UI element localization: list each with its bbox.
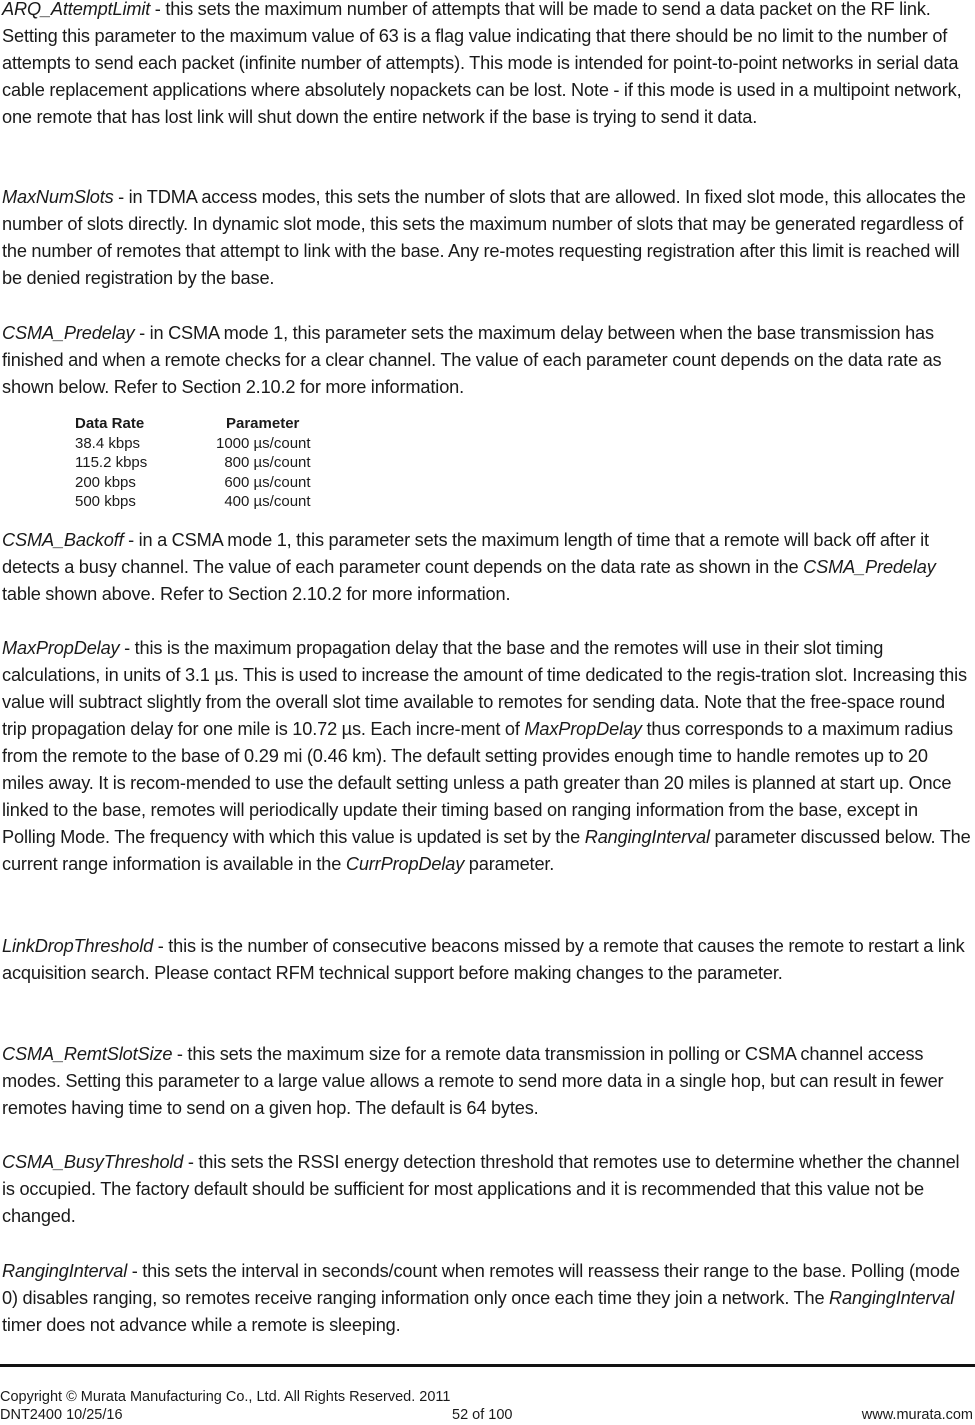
footer-page-number: 52 of 100 <box>452 1407 513 1423</box>
param-maxpropdelay <box>2 635 973 878</box>
param-description: - this sets the RSSI energy detection threshold that remotes use to determine whether the channel is occupied. The factory default should be sufficient for most applications and it is recommended that this value not be changed. <box>2 1152 960 1226</box>
param-description: - in a CSMA mode 1, this parameter sets the maximum length of time that a remote will back off after it detects a busy channel. The value of each parameter count depends on the data rate as shown in the <box>2 530 929 577</box>
param-description: - this is the maximum propagation delay that the base and the remotes will use in their slot timing calculations, in units of 3.1 µs. This is used to increase the amount of time dedicated to the regis-tration slot. Increasing this value will subtract slightly from the overall slot time available to remotes for sending data. Note that the free-space round trip propagation delay for one mile is 10.72 µs. Each incre-ment of <box>2 638 967 739</box>
param-csma-predelay <box>2 320 973 401</box>
param-arq-attemptlimit <box>2 0 973 131</box>
table-header-row <box>75 414 311 434</box>
param-csma-backoff <box>2 527 973 608</box>
data-rate-cell: 115.2 kbps <box>75 454 148 471</box>
param-maxnumslots <box>2 184 973 292</box>
param-term: MaxNumSlots <box>2 187 114 207</box>
param-term: CSMA_Backoff <box>2 530 124 550</box>
param-description: - this is the number of consecutive beacons missed by a remote that causes the remote to restart a link acquisition search. Please contact RFM technical support before making changes to the parameter. <box>2 936 965 983</box>
table-row <box>75 492 311 512</box>
data-rate-table <box>75 414 311 512</box>
footer-divider <box>0 1364 975 1367</box>
data-rate-cell: 500 kbps <box>75 493 136 510</box>
data-rate-cell: 38.4 kbps <box>75 434 141 452</box>
param-description: parameter. <box>464 854 555 874</box>
param-reference: MaxPropDelay <box>524 719 642 739</box>
parameter-cell: 800 µs/count <box>224 454 311 471</box>
param-term: RangingInterval <box>2 1261 128 1281</box>
column-header-data-rate: Data Rate <box>75 415 145 432</box>
table-row <box>75 453 311 473</box>
param-description: parameter discussed below. The current range information is available in the <box>2 827 971 874</box>
parameter-cell: 400 µs/count <box>224 493 311 510</box>
parameter-cell: 600 µs/count <box>224 473 311 491</box>
param-reference: CSMA_Predelay <box>803 557 936 577</box>
param-csma-remtslotsize <box>2 1041 973 1122</box>
param-description: timer does not advance while a remote is sleeping. <box>2 1315 401 1335</box>
footer-website: www.murata.com <box>861 1407 973 1423</box>
param-term: CSMA_Predelay <box>2 323 135 343</box>
footer-doc-id: DNT2400 10/25/16 <box>0 1407 123 1423</box>
param-reference: RangingInterval <box>584 827 710 847</box>
param-description: - this sets the maximum number of attempts that will be made to send a data packet on the RF link. Setting this parameter to the maximum value of 63 is a flag value indicating that there should be no limit to the number of attempts to send each packet (infinite number of attempts). This mode is intended for point-to-point networks in serial data cable replacement applications where absolutely nopackets can be lost. Note - if this mode is used in a multipoint network, one remote that has lost link will shut down the entire network if the base is trying to send it data. <box>2 0 962 127</box>
param-reference: RangingInterval <box>829 1288 955 1308</box>
param-term: MaxPropDelay <box>2 638 120 658</box>
parameter-cell: 1000 µs/count <box>216 434 311 452</box>
param-description: - this sets the maximum size for a remote data transmission in polling or CSMA channel access modes. Setting this parameter to a large value allows a remote to send more data in a single hop, but can result in fewer remotes having time to send on a given hop. The default is 64 bytes. <box>2 1044 944 1118</box>
table-row <box>75 473 311 493</box>
param-term: LinkDropThreshold <box>2 936 154 956</box>
param-csma-busythreshold <box>2 1149 973 1230</box>
param-term: CSMA_BusyThreshold <box>2 1152 184 1172</box>
column-header-parameter: Parameter <box>226 415 300 432</box>
table-row <box>75 434 311 454</box>
footer-copyright: Copyright © Murata Manufacturing Co., Ltd. All Rights Reserved. 2011 <box>0 1389 451 1405</box>
param-description: - in CSMA mode 1, this parameter sets the maximum delay between when the base transmission has finished and when a remote checks for a clear channel. The value of each parameter count depends on the data rate as shown below. Refer to Section 2.10.2 for more information. <box>2 323 942 397</box>
param-ranginginterval <box>2 1258 973 1339</box>
param-description: - this sets the interval in seconds/count when remotes will reassess their range to the base. Polling (mode 0) disables ranging, so remotes receive ranging information only once each time they join a network. The <box>2 1261 960 1308</box>
param-reference: CurrPropDelay <box>345 854 465 874</box>
param-term: CSMA_RemtSlotSize <box>2 1044 173 1064</box>
data-rate-cell: 200 kbps <box>75 473 136 491</box>
param-description: thus corresponds to a maximum radius from the remote to the base of 0.29 mi (0.46 km). The default setting provides enough time to handle remotes up to 20 miles away. It is recom-mended to use the default setting unless a path greater than 20 miles is planned at start up. Once linked to the base, remotes will periodically update their timing based on ranging information from the base, except in Polling Mode. The frequency with which this value is updated is set by the <box>2 719 953 847</box>
param-term: ARQ_AttemptLimit <box>2 0 151 19</box>
param-linkdropthreshold <box>2 933 973 987</box>
param-description: table shown above. Refer to Section 2.10.2 for more information. <box>2 584 511 604</box>
param-description: - in TDMA access modes, this sets the number of slots that are allowed. In fixed slot mode, this allocates the number of slots directly. In dynamic slot mode, this sets the maximum number of slots that may be generated regardless of the number of remotes that attempt to link with the base. Any re-motes requesting registration after this limit is reached will be denied registration by the base. <box>2 187 966 288</box>
